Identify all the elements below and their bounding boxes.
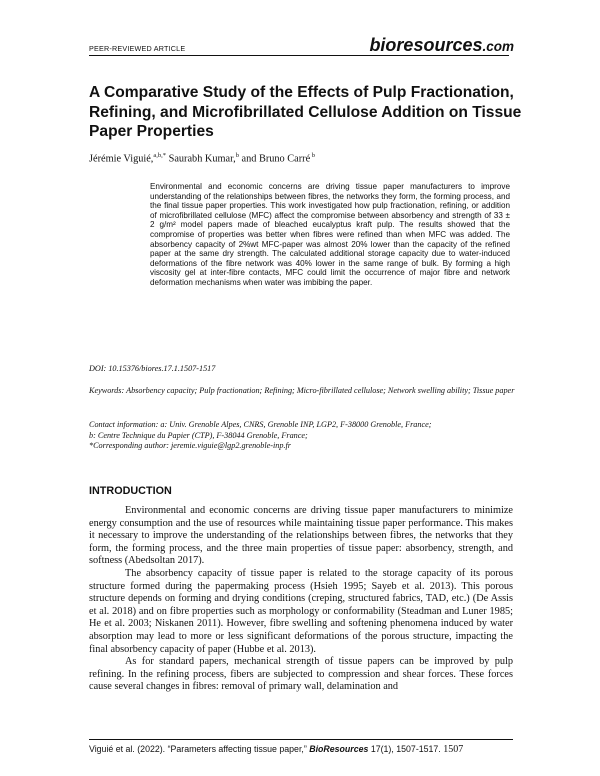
contact-line: b: Centre Technique du Papier (CTP), F-38044 Grenoble, France; (89, 430, 308, 440)
author-affiliation: b (310, 152, 316, 159)
footer-rule (89, 739, 513, 740)
page-number: 1507 (443, 744, 464, 755)
section-heading: INTRODUCTION (89, 485, 172, 497)
brand-main: bioresources (369, 35, 483, 55)
contact-line: Contact information: a: Univ. Grenoble Alpes, CNRS, Grenoble INP, LGP2, F-38000 Grenoble, France; (89, 420, 432, 429)
contact-information (89, 420, 519, 452)
author-list (89, 152, 315, 164)
author-name: Saurabh Kumar, (166, 153, 236, 165)
doi: DOI: 10.15376/biores.17.1.1507-1517 (89, 364, 216, 373)
paragraph: Environmental and economic concerns are driving tissue paper manufacturers to minimize energy consumption and the use of resources while maintaining tissue paper performance. This makes it necessary to improve the understanding of the relationships between fibres, the networks that they form, the forming process, and the three main properties of tissue paper: absorbency, strength, and softness (Abedsoltan 2017). (89, 505, 513, 567)
article-title: A Comparative Study of the Effects of Pulp Fractionation, Refining, and Microfibrillated Cellulose Addition on Tissue Paper Properties (89, 84, 522, 140)
citation-text: Viguié et al. (2022). “Parameters affecting tissue paper,” (89, 744, 310, 754)
volume-pages: 17(1), 1507-1517. (368, 744, 441, 754)
paragraph: The absorbency capacity of tissue paper is related to the storage capacity of its porous structure formed during the papermaking process (Hsieh 1995; Sayeb et al. 2013). This porous structure depends on forming and drying conditions (creping, structured fabrics, TAD, etc.) (De Assis et al. 2018) and on fibre properties such as morphology or conformability (Steadman and Luner 1985; He et al. 2003; Niskanen 2011). However, fibre swelling and softening phenomena induced by water absorption may lead to more or less significant deformations of the porous structure, impacting the final absorbency capacity of paper (Hubbe et al. 2013). (89, 567, 513, 655)
body-text (89, 505, 513, 694)
journal-brand (369, 35, 514, 56)
author-name: and Bruno Carré (238, 153, 311, 165)
section-label: PEER-REVIEWED ARTICLE (89, 44, 186, 53)
abstract: Environmental and economic concerns are driving tissue paper manufacturers to improve understanding of the relationships between fibres, the networks they form, the forming process, and the final tissue paper properties. This work investigated how pulp fractionation, refining, or addition of microfibrillated cellulose (MFC) affect the compromise between absorbency and strength of 33 ± 2 g/m² model papers made of bleached eucalyptus kraft pulp. The results showed that the compromise of properties was better when fibres were refined than when MFC was added. The absorbency capacity of 2%wt MFC-paper was almost 20% lower than the capacity of the refined paper at the same dry strength. The calculated additional storage capacity due to water-induced deformations of the fibre network was 40% lower in the same range of bulk. By forming a high viscosity gel at inter-fibre contacts, MFC could limit the occurrence of major fibre and network deformation mechanisms when water was imbibing the paper. (150, 182, 510, 287)
author-name: Jérémie Viguié, (89, 153, 154, 165)
corresponding-author: *Corresponding author: jeremie.viguie@lgp2.grenoble-inp.fr (89, 441, 291, 451)
journal-name: BioResources (309, 744, 369, 754)
keywords: Keywords: Absorbency capacity; Pulp fractionation; Refining; Micro-fibrillated cellulose; Network swelling ability; Tissue paper (89, 386, 515, 395)
author-affiliation: b (235, 152, 239, 159)
paragraph: As for standard papers, mechanical strength of tissue papers can be improved by pulp refining. In the refining process, fibers are subjected to compression and shear forces. These forces cause several changes in fibres: removal of primary wall, delamination and (89, 656, 513, 693)
page-footer (89, 744, 513, 755)
author-affiliation: a,b,* (153, 152, 167, 159)
brand-suffix: .com (482, 39, 514, 54)
